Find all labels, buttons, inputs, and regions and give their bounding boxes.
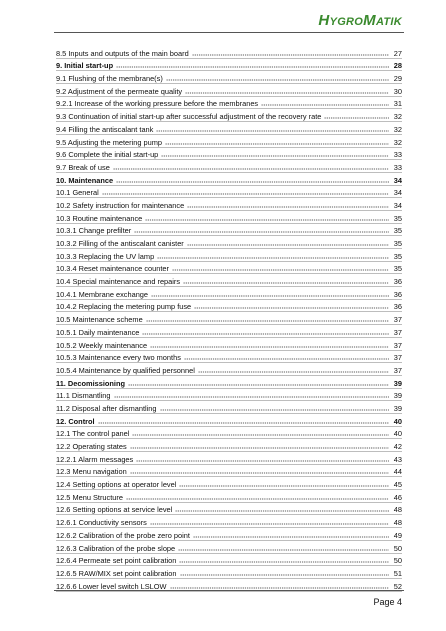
footer-rule xyxy=(54,590,404,591)
toc-entry[interactable] xyxy=(56,503,402,516)
toc-entry[interactable] xyxy=(56,452,402,465)
dot-leader xyxy=(126,494,389,500)
dot-leader xyxy=(166,75,389,81)
toc-entry[interactable] xyxy=(56,198,402,211)
dot-leader xyxy=(261,100,389,106)
toc-entry-title: 10.4 Special maintenance and repairs xyxy=(56,277,181,287)
toc-entry-page: 35 xyxy=(393,213,402,223)
dot-leader xyxy=(102,189,389,195)
toc-entry[interactable] xyxy=(56,71,402,84)
dot-leader xyxy=(192,50,389,56)
toc-entry-page: 43 xyxy=(393,454,402,464)
dot-leader xyxy=(157,253,389,259)
toc-entry-title: 10.2 Safety instruction for maintenance xyxy=(56,200,185,210)
dot-leader xyxy=(114,392,390,398)
toc-entry[interactable] xyxy=(56,312,402,325)
toc-entry[interactable] xyxy=(56,325,402,338)
toc-entry[interactable] xyxy=(56,236,402,249)
toc-entry-page: 30 xyxy=(393,86,402,96)
toc-entry[interactable] xyxy=(56,554,402,567)
toc-entry-page: 50 xyxy=(393,556,402,566)
toc-entry-page: 46 xyxy=(393,492,402,502)
dot-leader xyxy=(130,468,389,474)
toc-entry-page: 31 xyxy=(393,99,402,109)
toc-entry-title: 10.1 General xyxy=(56,188,99,198)
toc-entry[interactable] xyxy=(56,84,402,97)
toc-entry[interactable] xyxy=(56,566,402,579)
toc-entry-page: 32 xyxy=(393,137,402,147)
toc-entry[interactable] xyxy=(56,515,402,528)
toc-entry-title: 10.3.2 Filling of the antiscalant canister xyxy=(56,239,184,248)
toc-entry-page: 39 xyxy=(393,391,402,401)
toc-entry-title: 10.5 Maintenance scheme xyxy=(56,315,143,325)
toc-entry-title: 10.5.2 Weekly maintenance xyxy=(56,340,148,350)
dot-leader xyxy=(116,62,389,68)
toc-entry-page: 36 xyxy=(393,302,402,312)
toc-entry[interactable] xyxy=(56,427,402,440)
toc-entry-page: 49 xyxy=(393,530,402,540)
dot-leader xyxy=(187,240,389,246)
toc-entry-page: 48 xyxy=(393,518,402,528)
dot-leader xyxy=(184,354,389,360)
dot-leader xyxy=(150,342,389,348)
logo-text-ygro: YGRO xyxy=(329,16,364,28)
toc-entry-page: 40 xyxy=(393,416,402,426)
toc-entry-title: 9.4 Filling the antiscalant tank xyxy=(56,124,154,134)
toc-entry[interactable] xyxy=(56,135,402,148)
toc-entry-page: 39 xyxy=(393,403,402,413)
toc-entry-title: 11.2 Disposal after dismantling xyxy=(56,403,157,413)
dot-leader xyxy=(161,151,389,157)
dot-leader xyxy=(183,278,389,284)
toc-entry-page: 42 xyxy=(393,442,402,451)
toc-entry[interactable] xyxy=(56,262,402,275)
toc-entry-title: 10.5.3 Maintenance every two months xyxy=(56,353,181,363)
toc-entry-page: 50 xyxy=(393,543,402,553)
dot-leader xyxy=(165,139,389,145)
toc-entry-title: 12.5 Menu Structure xyxy=(56,492,123,502)
toc-entry-title: 12.6.4 Permeate set point calibration xyxy=(56,556,177,566)
toc-entry[interactable] xyxy=(56,528,402,541)
toc-entry-title: 12.1 The control panel xyxy=(56,429,130,439)
toc-entry-title: 10.5.4 Maintenance by qualified personnel xyxy=(56,365,195,375)
toc-entry-title: 9.1 Flushing of the membrane(s) xyxy=(56,74,163,84)
toc-entry-page: 27 xyxy=(393,48,402,58)
toc-entry[interactable] xyxy=(56,122,402,135)
toc-entry[interactable] xyxy=(56,224,402,237)
dot-leader xyxy=(98,418,389,424)
dot-leader xyxy=(145,215,389,221)
toc-entry-title: 12.6.3 Calibration of the probe slope xyxy=(56,543,176,553)
toc-entry[interactable] xyxy=(56,351,402,364)
dot-leader xyxy=(151,291,389,297)
toc-entry-page: 35 xyxy=(393,264,402,274)
dot-leader xyxy=(146,316,389,322)
toc-entry-title: 10.3.1 Change prefilter xyxy=(56,226,132,236)
toc-entry-page: 37 xyxy=(393,353,402,363)
toc-entry[interactable] xyxy=(56,338,402,351)
toc-entry[interactable] xyxy=(56,477,402,490)
toc-entry-title: 10.5.1 Daily maintenance xyxy=(56,327,140,337)
toc-entry-title: 12. Control xyxy=(56,416,95,426)
dot-leader xyxy=(324,113,389,119)
dot-leader xyxy=(142,329,389,335)
toc-entry-title: 12.6.5 RAW/MIX set point calibration xyxy=(56,568,177,578)
dot-leader xyxy=(130,443,389,449)
toc-entry-page: 44 xyxy=(393,467,402,477)
toc-entry-page: 35 xyxy=(393,251,402,261)
dot-leader xyxy=(160,405,389,411)
table-of-contents xyxy=(56,46,402,592)
toc-entry-page: 52 xyxy=(393,581,402,591)
dot-leader xyxy=(185,88,389,94)
toc-entry[interactable] xyxy=(56,46,402,59)
toc-entry-page: 37 xyxy=(393,327,402,337)
toc-entry[interactable] xyxy=(56,173,402,186)
dot-leader xyxy=(172,265,389,271)
dot-leader xyxy=(132,430,389,436)
dot-leader xyxy=(170,583,390,589)
logo-letter-h: H xyxy=(318,12,330,29)
toc-entry[interactable] xyxy=(56,389,402,402)
toc-entry[interactable] xyxy=(56,274,402,287)
toc-entry-title: 10.4.2 Replacing the metering pump fuse xyxy=(56,302,192,312)
toc-entry-page: 28 xyxy=(393,61,402,71)
toc-entry-page: 37 xyxy=(393,365,402,375)
toc-entry-page: 45 xyxy=(393,480,402,490)
toc-entry-page: 51 xyxy=(393,568,402,578)
toc-entry[interactable] xyxy=(56,59,402,72)
dot-leader xyxy=(178,545,389,551)
logo-text-atik: ATIK xyxy=(375,16,402,28)
toc-entry[interactable] xyxy=(56,97,402,110)
toc-entry-page: 34 xyxy=(393,175,402,185)
toc-entry-page: 39 xyxy=(393,378,402,388)
toc-entry-title: 10.3.3 Replacing the UV lamp xyxy=(56,251,155,261)
dot-leader xyxy=(194,303,389,309)
dot-leader xyxy=(198,367,389,373)
toc-entry[interactable] xyxy=(56,249,402,262)
toc-entry[interactable] xyxy=(56,414,402,427)
toc-entry-title: 9.6 Complete the initial start-up xyxy=(56,150,159,160)
dot-leader xyxy=(193,532,389,538)
toc-entry-page: 36 xyxy=(393,289,402,299)
toc-entry[interactable] xyxy=(56,186,402,199)
toc-entry-title: 9.3 Continuation of initial start-up after successful adjustment of the recovery rate xyxy=(56,112,322,122)
toc-entry-title: 9.2.1 Increase of the working pressure before the membranes xyxy=(56,99,259,109)
dot-leader xyxy=(187,202,389,208)
hygromatik-logo xyxy=(318,12,402,28)
toc-entry-title: 9. Initial start-up xyxy=(56,61,114,71)
toc-entry-page: 37 xyxy=(393,340,402,350)
toc-entry-page: 29 xyxy=(393,74,402,84)
toc-entry[interactable] xyxy=(56,363,402,376)
toc-entry[interactable] xyxy=(56,287,402,300)
toc-entry-title: 8.5 Inputs and outputs of the main board xyxy=(56,48,189,58)
dot-leader xyxy=(150,519,389,525)
toc-entry-page: 36 xyxy=(393,277,402,287)
dot-leader xyxy=(179,557,389,563)
logo-letter-m: M xyxy=(363,12,376,29)
toc-entry[interactable] xyxy=(56,109,402,122)
toc-entry-title: 10.4.1 Membrane exchange xyxy=(56,289,149,299)
dot-leader xyxy=(134,227,389,233)
toc-entry-page: 33 xyxy=(393,150,402,160)
toc-entry-title: 12.6.2 Calibration of the probe zero point xyxy=(56,530,190,540)
dot-leader xyxy=(156,126,389,132)
toc-entry[interactable] xyxy=(56,401,402,414)
toc-entry-page: 35 xyxy=(393,239,402,248)
toc-entry-page: 40 xyxy=(393,429,402,439)
toc-entry-page: 32 xyxy=(393,124,402,134)
toc-entry-title: 10. Maintenance xyxy=(56,175,114,185)
toc-entry-title: 12.2.1 Alarm messages xyxy=(56,454,134,464)
header-rule xyxy=(54,32,404,33)
toc-entry-title: 10.3 Routine maintenance xyxy=(56,213,143,223)
toc-entry-page: 34 xyxy=(393,200,402,210)
toc-entry[interactable] xyxy=(56,541,402,554)
toc-entry-title: 12.3 Menu navigation xyxy=(56,467,127,477)
dot-leader xyxy=(128,380,389,386)
toc-entry-title: 9.7 Break of use xyxy=(56,162,110,172)
toc-entry[interactable] xyxy=(56,465,402,478)
toc-entry-title: 11.1 Dismantling xyxy=(56,391,111,401)
dot-leader xyxy=(179,481,389,487)
toc-entry-page: 32 xyxy=(393,112,402,122)
toc-entry-title: 12.6.1 Conductivity sensors xyxy=(56,518,147,528)
toc-entry-title: 12.2 Operating states xyxy=(56,442,127,451)
toc-entry-page: 33 xyxy=(393,162,402,172)
dot-leader xyxy=(136,456,389,462)
toc-entry[interactable] xyxy=(56,490,402,503)
toc-entry-title: 12.4 Setting options at operator level xyxy=(56,480,177,490)
toc-entry[interactable] xyxy=(56,148,402,161)
toc-entry-title: 10.3.4 Reset maintenance counter xyxy=(56,264,169,274)
toc-entry-page: 34 xyxy=(393,188,402,198)
toc-entry-title: 9.2 Adjustment of the permeate quality xyxy=(56,86,183,96)
toc-entry[interactable] xyxy=(56,211,402,224)
toc-entry[interactable] xyxy=(56,300,402,313)
page-number: Page 4 xyxy=(373,597,402,607)
dot-leader xyxy=(113,164,389,170)
dot-leader xyxy=(180,570,390,576)
toc-entry-title: 9.5 Adjusting the metering pump xyxy=(56,137,162,147)
toc-entry[interactable] xyxy=(56,439,402,452)
toc-entry[interactable] xyxy=(56,376,402,389)
toc-entry-page: 37 xyxy=(393,315,402,325)
toc-entry-title: 11. Decomissioning xyxy=(56,378,126,388)
toc-entry-title: 12.6.6 Lower level switch LSLOW xyxy=(56,581,167,591)
dot-leader xyxy=(175,506,389,512)
toc-entry-page: 35 xyxy=(393,226,402,236)
toc-entry-page: 48 xyxy=(393,505,402,515)
toc-entry[interactable] xyxy=(56,160,402,173)
dot-leader xyxy=(116,177,389,183)
toc-entry-title: 12.6 Setting options at service level xyxy=(56,505,173,515)
